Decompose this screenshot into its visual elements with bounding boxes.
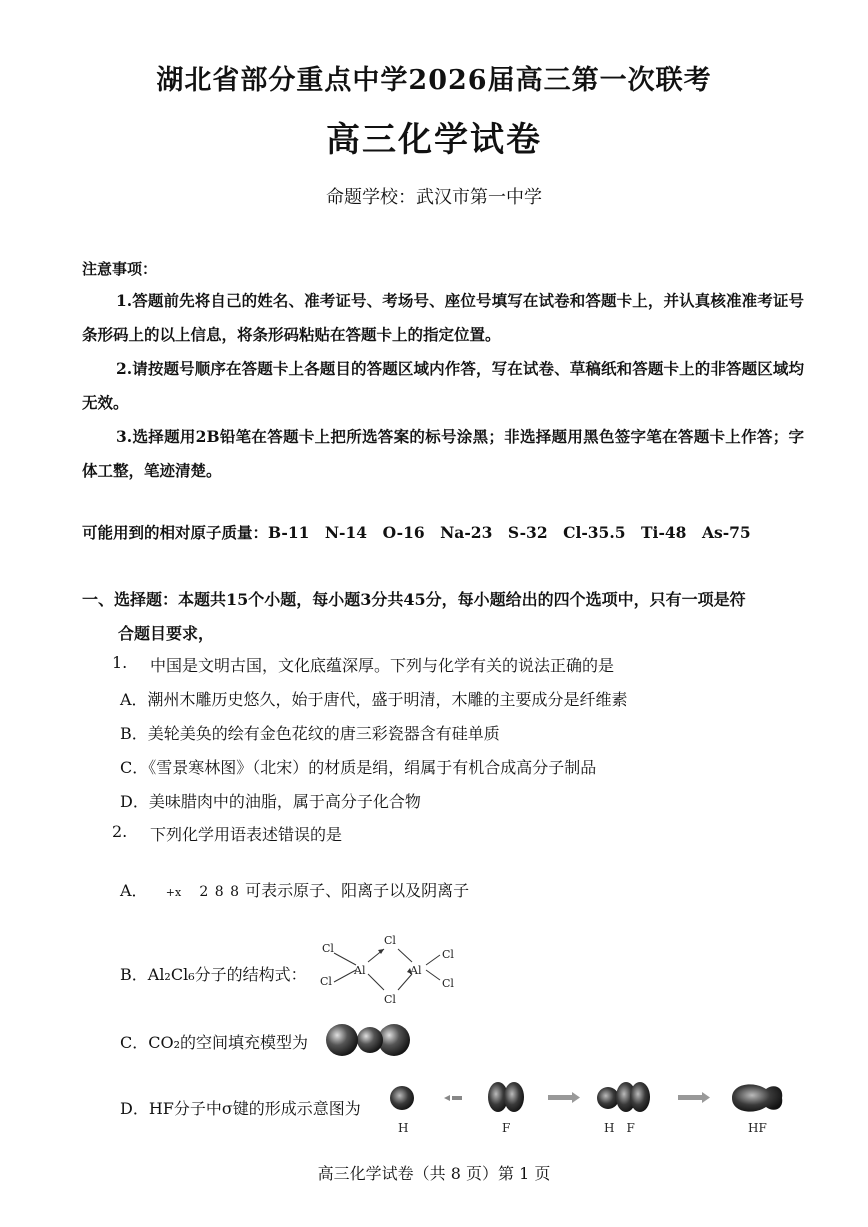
q2-number: 2.: [112, 822, 128, 841]
chlorine-atom-label: Cl: [384, 934, 396, 947]
chlorine-atom-label: Cl: [442, 977, 454, 990]
chlorine-atom-label: Cl: [322, 942, 334, 955]
atomic-masses: 可能用到的相对原子质量：B-11 N-14 O-16 Na-23 S-32 Cl-35.5 Ti-48 As-75: [82, 523, 751, 542]
exam-subtitle: 高三化学试卷: [326, 120, 542, 160]
oxygen-atom-sphere: [326, 1024, 358, 1056]
q2-option-a-text: 可表示原子、阳离子以及阴离子: [245, 881, 470, 900]
orbital-label: F: [502, 1121, 511, 1135]
exam-title: 湖北省部分重点中学2026届高三第一次联考: [156, 65, 712, 96]
q1-number: 1.: [112, 653, 128, 672]
orbital-label: HF: [748, 1121, 767, 1135]
chlorine-atom-label: Cl: [442, 948, 454, 961]
approach-arrow-icon: [444, 1095, 462, 1101]
q2-option-a: [120, 878, 469, 901]
exam-school: 命题学校：武汉市第一中学: [326, 187, 542, 208]
q2-option-a-label: A．: [120, 881, 148, 900]
f-orbital-overlap-lobe: [630, 1082, 650, 1112]
h-s-orbital: [390, 1086, 414, 1110]
q1-option-a: A．潮州木雕历史悠久，始于唐代，盛于明清，木雕的主要成分是纤维素: [120, 690, 628, 709]
hf-sigma-bond-orbital: [732, 1084, 782, 1111]
orbital-label: H F: [604, 1121, 635, 1135]
q2-option-b-label: B．Al₂Cl₆分子的结构式：: [120, 965, 307, 984]
page-footer: 高三化学试卷（共 8 页）第 1 页: [317, 1164, 551, 1183]
co2-space-filling-model: [324, 1022, 414, 1058]
q1-option-b: B．美轮美奂的绘有金色花纹的唐三彩瓷器含有硅单质: [120, 724, 500, 743]
notice-item-1: 1.答题前先将自己的姓名、准考证号、考场号、座位号填写在试卷和答题卡上，并认真核准准考证号条形码上的以上信息，将条形码粘贴在答题卡上的指定位置。: [82, 291, 804, 344]
q2-option-d-label: D．HF分子中σ键的形成示意图为: [120, 1099, 361, 1118]
aluminum-atom-label: Al: [354, 964, 366, 977]
orbital-label: H: [398, 1121, 409, 1135]
q1-option-c: C．《雪景寒林图》（北宋）的材质是绢，绢属于有机合成高分子制品: [120, 758, 597, 777]
q1-stem: 中国是文明古国，文化底蕴深厚。下列与化学有关的说法正确的是: [150, 656, 615, 675]
q1-option-d: D．美味腊肉中的油脂，属于高分子化合物: [120, 792, 421, 811]
chlorine-atom-label: Cl: [320, 975, 332, 988]
section-heading-line1: 一、选择题：本题共15个小题，每小题3分共45分，每小题给出的四个选项中，只有一项是符: [82, 590, 746, 609]
right-arrow-icon: [548, 1092, 580, 1103]
chlorine-atom-label: Cl: [384, 993, 396, 1006]
q2-option-a-shells: 2 8 8: [199, 884, 240, 900]
q2-stem: 下列化学用语表述错误的是: [150, 825, 343, 844]
f-p-orbital-right-lobe: [504, 1082, 524, 1112]
notice-item-2: 2.请按题号顺序在答题卡上各题目的答题区域内作答，写在试卷、草稿纸和答题卡上的非答题区域均无效。: [82, 359, 804, 412]
aluminum-atom-label: Al: [410, 964, 422, 977]
section-heading: [82, 583, 806, 651]
notice-heading: 注意事项：: [82, 260, 158, 278]
h-orbital-overlap: [597, 1087, 619, 1109]
q2-option-c-label: C．CO₂的空间填充模型为: [120, 1033, 309, 1052]
notice-item-3: 3.选择题用2B铅笔在答题卡上把所选答案的标号涂黑；非选择题用黑色签字笔在答题卡上作答；字体工整，笔迹清楚。: [82, 427, 804, 480]
section-heading-line2: 合题目要求，: [118, 624, 215, 643]
right-arrow-icon: [678, 1092, 710, 1103]
q2-option-a-nucleus: +x: [165, 886, 182, 899]
al2cl6-structure-diagram: [312, 930, 462, 1008]
carbon-atom-sphere: [357, 1027, 383, 1053]
hf-sigma-bond-diagram: [382, 1075, 802, 1137]
